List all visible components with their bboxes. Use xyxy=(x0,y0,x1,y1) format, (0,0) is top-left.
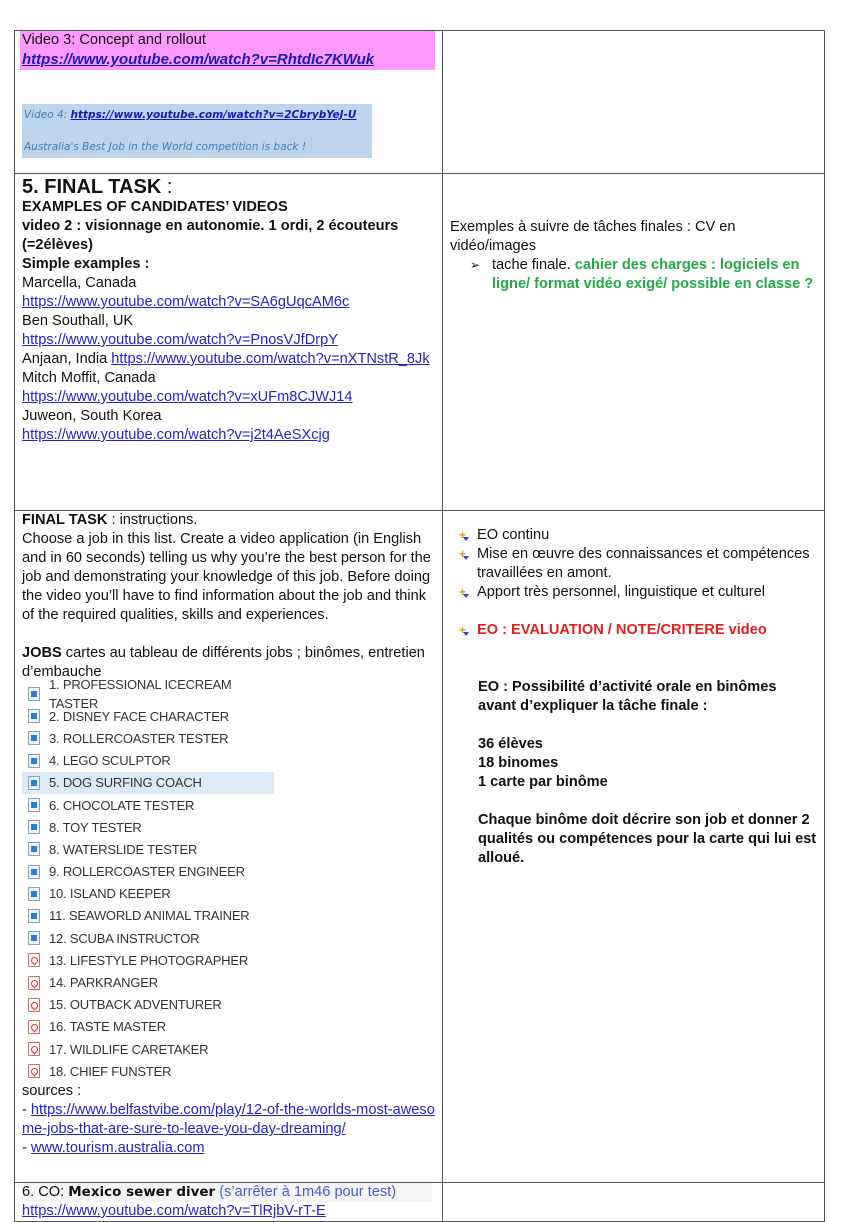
table-row-instructions xyxy=(15,511,825,1183)
example-name: Juweon, South Korea xyxy=(22,408,162,424)
job-file-item[interactable] xyxy=(22,727,274,749)
bullet-item: + Apport très personnel, linguistique et culturel xyxy=(459,583,818,602)
cell-instructions-notes xyxy=(443,511,825,1183)
job-file-label: 2. DISNEY FACE CHARACTER xyxy=(49,708,229,724)
image-file-icon xyxy=(28,754,40,768)
job-file-label: 1. PROFESSIONAL ICECREAM TASTER xyxy=(49,677,232,712)
cell-co-notes xyxy=(443,1183,825,1222)
example-link[interactable]: https://www.youtube.com/watch?v=PnosVJfDrpY xyxy=(22,332,338,348)
cell-videos xyxy=(15,31,443,174)
job-file-item[interactable] xyxy=(22,772,274,794)
job-file-label: 14. PARKRANGER xyxy=(49,975,158,991)
job-file-item[interactable] xyxy=(22,1038,274,1060)
example-item xyxy=(22,312,436,350)
co-video-link[interactable]: https://www.youtube.com/watch?v=TlRjbV-rT-E xyxy=(22,1203,326,1219)
job-file-label: 15. OUTBACK ADVENTURER xyxy=(49,997,222,1013)
video4-highlight xyxy=(22,104,372,158)
example-item xyxy=(22,274,436,312)
job-file-item[interactable] xyxy=(22,861,274,883)
video3-title: Video 3: Concept and rollout xyxy=(22,32,206,48)
sources-label: sources : xyxy=(22,1083,82,1100)
job-file-label: 17. WILDLIFE CARETAKER xyxy=(49,1041,209,1057)
job-file-item[interactable] xyxy=(22,794,274,816)
video3-highlight xyxy=(20,31,435,70)
count-cards: 1 carte par binôme xyxy=(478,774,608,790)
job-file-item[interactable] xyxy=(22,971,274,993)
job-file-item[interactable] xyxy=(22,1060,274,1082)
pdf-file-icon xyxy=(28,998,40,1012)
source-prefix: - xyxy=(22,1102,31,1119)
pdf-file-icon xyxy=(28,953,40,967)
count-students: 36 élèves xyxy=(478,736,543,752)
video4-label: Video 4: xyxy=(24,109,71,121)
job-file-item[interactable] xyxy=(22,750,274,772)
requirements-note: cahier des charges : logiciels en ligne/ format vidéo exigé/ possible en classe ? xyxy=(492,257,814,292)
example-item xyxy=(22,350,436,369)
image-file-icon xyxy=(28,820,40,834)
bullet-item: + Mise en œuvre des connaissances et compétences travaillées en amont. xyxy=(459,545,818,583)
pdf-file-icon xyxy=(28,1020,40,1034)
job-file-label: 6. CHOCOLATE TESTER xyxy=(49,797,195,813)
pdf-file-icon xyxy=(28,976,40,990)
example-link[interactable]: https://www.youtube.com/watch?v=nXTNstR_8Jk xyxy=(111,351,430,367)
co-title: Mexico sewer diver xyxy=(68,1184,216,1200)
video3-link[interactable]: https://www.youtube.com/watch?v=RhtdIc7KWuk xyxy=(22,51,375,68)
example-link[interactable]: https://www.youtube.com/watch?v=SA6gUqcAM6c xyxy=(22,294,350,310)
video2-line: video 2 : visionnage en autonomie. 1 ordi, 2 écouteurs (=2élèves) xyxy=(22,218,399,253)
source-prefix: - xyxy=(22,1140,31,1157)
instructions-heading-rest: : instructions. xyxy=(107,512,198,528)
job-file-label: 8. TOY TESTER xyxy=(49,819,142,835)
cell-final-task xyxy=(15,174,443,511)
count-pairs: 18 binomes xyxy=(478,755,559,771)
image-file-icon xyxy=(28,731,40,745)
job-file-item[interactable] xyxy=(22,949,274,971)
job-file-label: 16. TASTE MASTER xyxy=(49,1019,166,1035)
video4-caption: Australia's Best Job in the World competition is back ! xyxy=(24,141,307,153)
job-file-item[interactable] xyxy=(22,816,274,838)
instructions-heading: FINAL TASK xyxy=(22,512,108,528)
example-item xyxy=(22,369,436,407)
job-file-label: 8. WATERSLIDE TESTER xyxy=(49,841,198,857)
video4-link[interactable]: https://www.youtube.com/watch?v=2CbrybYeJ-U xyxy=(70,109,357,121)
job-file-item[interactable] xyxy=(22,1016,274,1038)
job-file-label: 11. SEAWORLD ANIMAL TRAINER xyxy=(49,908,250,924)
instructions-body: Choose a job in this list. Create a video application (in English and in 60 seconds) telling us why you’re the best person for the job and demonstrating your knowledge of this job. Before doing the video you’ll have to find information about the job and think of the required qualities, skills and experiences. xyxy=(22,531,431,623)
pdf-file-icon xyxy=(28,1064,40,1078)
jobs-heading: JOBS xyxy=(22,645,62,661)
image-file-icon xyxy=(28,887,40,901)
table-row-co xyxy=(15,1183,825,1222)
example-link[interactable]: https://www.youtube.com/watch?v=xUFm8CJWJ14 xyxy=(22,389,353,405)
arrow-bullet-icon: ➢ xyxy=(470,258,481,272)
job-file-label: 3. ROLLERCOASTER TESTER xyxy=(49,730,229,746)
source-link-tourism-australia[interactable]: www.tourism.australia.com xyxy=(30,1140,205,1157)
jobs-file-list xyxy=(22,677,436,1082)
bullet-item-evaluation: + EO : EVALUATION / NOTE/CRITERE video xyxy=(459,621,818,640)
table-row-videos xyxy=(15,31,825,174)
table-row-final-task xyxy=(15,174,825,511)
job-file-item[interactable] xyxy=(22,905,274,927)
co-prefix: 6. CO: xyxy=(22,1184,69,1200)
example-name: Anjaan, India xyxy=(22,351,108,367)
cell-instructions xyxy=(15,511,443,1183)
cell-videos-notes xyxy=(443,31,825,174)
job-file-label: 9. ROLLERCOASTER ENGINEER xyxy=(49,864,245,880)
job-file-label: 13. LIFESTYLE PHOTOGRAPHER xyxy=(49,952,249,968)
job-file-label: 12. SCUBA INSTRUCTOR xyxy=(49,930,200,946)
arrow-bullet-item xyxy=(470,256,818,294)
job-file-label: 4. LEGO SCULPTOR xyxy=(49,753,171,769)
job-file-item[interactable] xyxy=(22,927,274,949)
bullet-icon xyxy=(459,621,477,640)
eo-possibility: EO : Possibilité d’activité orale en binômes avant d’expliquer la tâche finale : xyxy=(478,679,777,714)
image-file-icon xyxy=(28,931,40,945)
cell-final-task-notes xyxy=(443,174,825,511)
task-note: tache finale. xyxy=(492,257,575,273)
job-file-label: 18. CHIEF FUNSTER xyxy=(49,1063,172,1079)
lesson-plan-table xyxy=(14,30,825,1222)
image-file-icon xyxy=(28,909,40,923)
job-file-item[interactable] xyxy=(22,838,274,860)
job-file-label: 5. DOG SURFING COACH xyxy=(49,775,202,791)
example-link[interactable]: https://www.youtube.com/watch?v=j2t4AeSXcjg xyxy=(22,427,330,443)
pdf-file-icon xyxy=(28,1042,40,1056)
job-file-label: 10. ISLAND KEEPER xyxy=(49,886,171,902)
example-item xyxy=(22,407,436,445)
bullet-item: + EO continu xyxy=(459,526,818,545)
bullet-icon xyxy=(459,526,477,545)
bullet-icon xyxy=(459,583,477,602)
examples-note: Exemples à suivre de tâches finales : CV en vidéo/images xyxy=(450,219,736,254)
source-link-belfastvibe[interactable]: https://www.belfastvibe.com/play/12-of-the-worlds-most-awesome-jobs-that-are-sure-to-leave-you-day-dreaming/ xyxy=(22,1102,435,1138)
image-file-icon xyxy=(28,776,40,790)
example-name: Ben Southall, UK xyxy=(22,313,134,329)
simple-examples-label: Simple examples : xyxy=(22,256,150,272)
subheading: EXAMPLES OF CANDIDATES’ VIDEOS xyxy=(22,199,288,215)
pair-instructions: Chaque binôme doit décrire son job et donner 2 qualités ou compétences pour la carte qui lui est alloué. xyxy=(478,812,817,866)
job-file-item[interactable] xyxy=(22,677,274,712)
job-file-item[interactable] xyxy=(22,994,274,1016)
image-file-icon xyxy=(28,842,40,856)
jobs-description: cartes au tableau de différents jobs ; binômes, entretien d’embauche xyxy=(22,645,425,680)
cell-co xyxy=(15,1183,443,1222)
image-file-icon xyxy=(28,865,40,879)
bullet-icon xyxy=(459,545,477,583)
co-note: (s’arrêter à 1m46 pour test) xyxy=(215,1184,397,1200)
image-file-icon xyxy=(28,798,40,812)
example-name: Mitch Moffit, Canada xyxy=(22,370,156,386)
section-heading: 5. FINAL TASK : xyxy=(22,176,173,198)
image-file-icon xyxy=(28,709,40,723)
image-file-icon xyxy=(28,687,40,701)
job-file-item[interactable] xyxy=(22,883,274,905)
example-name: Marcella, Canada xyxy=(22,275,137,291)
